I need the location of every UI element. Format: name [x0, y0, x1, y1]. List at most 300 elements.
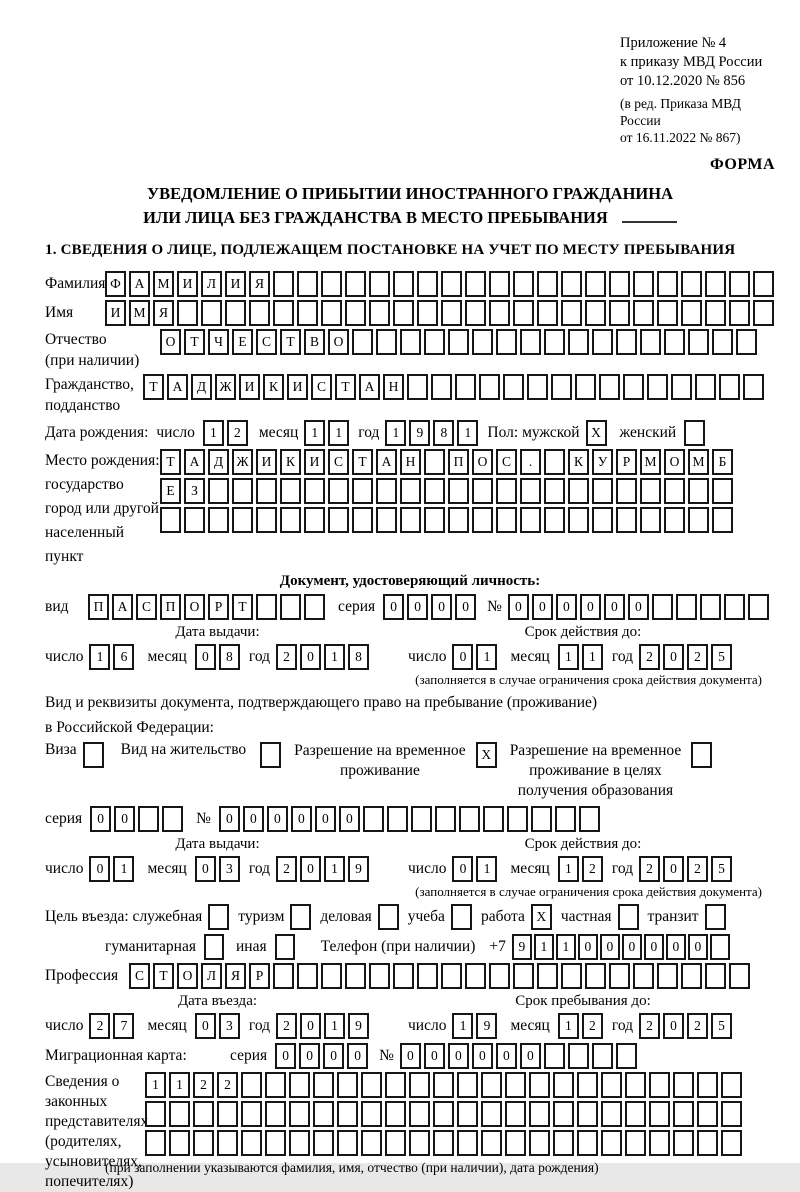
char-cell[interactable]: Т	[335, 374, 356, 400]
char-cell[interactable]: М	[640, 449, 661, 475]
char-cell[interactable]	[700, 594, 721, 620]
char-cell[interactable]: 2	[89, 1013, 110, 1039]
char-cell[interactable]: С	[328, 449, 349, 475]
char-cell[interactable]: 0	[275, 1043, 296, 1069]
profession-grid[interactable]	[129, 963, 753, 989]
char-cell[interactable]: А	[359, 374, 380, 400]
name-grid[interactable]	[105, 300, 777, 326]
char-cell[interactable]	[217, 1101, 238, 1127]
char-cell[interactable]	[688, 478, 709, 504]
char-cell[interactable]: 0	[452, 856, 473, 882]
visa-checkbox[interactable]	[83, 742, 107, 768]
char-cell[interactable]: 0	[472, 1043, 493, 1069]
char-cell[interactable]	[649, 1072, 670, 1098]
char-cell[interactable]	[457, 1130, 478, 1156]
char-cell[interactable]	[433, 1101, 454, 1127]
char-cell[interactable]	[441, 963, 462, 989]
char-cell[interactable]: 2	[227, 420, 248, 446]
char-cell[interactable]: С	[256, 329, 277, 355]
char-cell[interactable]	[417, 300, 438, 326]
char-cell[interactable]: 7	[113, 1013, 134, 1039]
char-cell[interactable]: 1	[452, 1013, 473, 1039]
char-cell[interactable]: К	[263, 374, 284, 400]
char-cell[interactable]	[265, 1101, 286, 1127]
char-cell[interactable]	[633, 271, 654, 297]
char-cell[interactable]: Ж	[215, 374, 236, 400]
char-cell[interactable]: З	[184, 478, 205, 504]
char-cell[interactable]	[83, 742, 104, 768]
purpose-work-checkbox[interactable]	[531, 904, 555, 930]
char-cell[interactable]	[544, 449, 565, 475]
char-cell[interactable]	[145, 1101, 166, 1127]
char-cell[interactable]	[647, 374, 668, 400]
char-cell[interactable]	[724, 594, 745, 620]
char-cell[interactable]	[537, 271, 558, 297]
char-cell[interactable]: 1	[328, 420, 349, 446]
char-cell[interactable]	[304, 507, 325, 533]
char-cell[interactable]: С	[136, 594, 157, 620]
char-cell[interactable]: 0	[383, 594, 404, 620]
char-cell[interactable]	[601, 1101, 622, 1127]
char-cell[interactable]	[496, 478, 517, 504]
char-cell[interactable]	[160, 507, 181, 533]
char-cell[interactable]	[729, 300, 750, 326]
char-cell[interactable]	[289, 1130, 310, 1156]
char-cell[interactable]	[531, 806, 552, 832]
char-cell[interactable]: X	[586, 420, 607, 446]
char-cell[interactable]	[169, 1101, 190, 1127]
char-cell[interactable]	[625, 1072, 646, 1098]
char-cell[interactable]: 3	[219, 856, 240, 882]
char-cell[interactable]: 1	[113, 856, 134, 882]
char-cell[interactable]: 5	[711, 1013, 732, 1039]
char-cell[interactable]: 1	[324, 644, 345, 670]
char-cell[interactable]	[676, 594, 697, 620]
char-cell[interactable]: 3	[219, 1013, 240, 1039]
res-issue-day-grid[interactable]	[89, 856, 137, 882]
char-cell[interactable]	[577, 1130, 598, 1156]
char-cell[interactable]	[273, 963, 294, 989]
char-cell[interactable]	[424, 449, 445, 475]
char-cell[interactable]: 0	[90, 806, 111, 832]
char-cell[interactable]	[256, 507, 277, 533]
doc-valid-month-grid[interactable]	[558, 644, 606, 670]
res-issue-month-grid[interactable]	[195, 856, 243, 882]
char-cell[interactable]: 0	[448, 1043, 469, 1069]
char-cell[interactable]	[601, 1072, 622, 1098]
char-cell[interactable]	[138, 806, 159, 832]
char-cell[interactable]	[664, 478, 685, 504]
char-cell[interactable]: 1	[324, 856, 345, 882]
char-cell[interactable]	[201, 300, 222, 326]
char-cell[interactable]	[513, 271, 534, 297]
char-cell[interactable]	[256, 594, 277, 620]
char-cell[interactable]: Т	[143, 374, 164, 400]
char-cell[interactable]	[513, 963, 534, 989]
char-cell[interactable]	[657, 271, 678, 297]
char-cell[interactable]	[640, 329, 661, 355]
char-cell[interactable]	[232, 478, 253, 504]
char-cell[interactable]	[575, 374, 596, 400]
char-cell[interactable]: О	[184, 594, 205, 620]
char-cell[interactable]	[352, 329, 373, 355]
char-cell[interactable]	[544, 478, 565, 504]
char-cell[interactable]	[616, 507, 637, 533]
char-cell[interactable]: Е	[232, 329, 253, 355]
char-cell[interactable]: 1	[582, 644, 603, 670]
char-cell[interactable]	[633, 963, 654, 989]
char-cell[interactable]	[208, 478, 229, 504]
char-cell[interactable]	[457, 1101, 478, 1127]
char-cell[interactable]	[280, 478, 301, 504]
sex-male-checkbox[interactable]	[586, 420, 610, 446]
char-cell[interactable]	[503, 374, 524, 400]
char-cell[interactable]	[568, 329, 589, 355]
char-cell[interactable]	[297, 300, 318, 326]
char-cell[interactable]: 0	[520, 1043, 541, 1069]
stay-year-grid[interactable]	[639, 1013, 735, 1039]
char-cell[interactable]	[712, 329, 733, 355]
char-cell[interactable]: А	[376, 449, 397, 475]
char-cell[interactable]	[465, 271, 486, 297]
char-cell[interactable]: А	[129, 271, 150, 297]
mc-number-grid[interactable]	[400, 1043, 640, 1069]
char-cell[interactable]: Т	[153, 963, 174, 989]
char-cell[interactable]: 0	[452, 644, 473, 670]
char-cell[interactable]	[275, 934, 295, 960]
phone-grid[interactable]	[512, 934, 732, 960]
char-cell[interactable]	[625, 1130, 646, 1156]
char-cell[interactable]	[592, 329, 613, 355]
char-cell[interactable]	[544, 1043, 565, 1069]
char-cell[interactable]	[592, 1043, 613, 1069]
char-cell[interactable]	[337, 1072, 358, 1098]
char-cell[interactable]	[489, 271, 510, 297]
char-cell[interactable]	[465, 963, 486, 989]
char-cell[interactable]	[705, 963, 726, 989]
char-cell[interactable]	[145, 1130, 166, 1156]
temp-permit-checkbox[interactable]	[476, 742, 500, 768]
char-cell[interactable]	[177, 300, 198, 326]
char-cell[interactable]: 6	[113, 644, 134, 670]
char-cell[interactable]: К	[568, 449, 589, 475]
char-cell[interactable]	[321, 271, 342, 297]
char-cell[interactable]: 0	[663, 1013, 684, 1039]
doc-kind-grid[interactable]	[88, 594, 328, 620]
char-cell[interactable]: 1	[457, 420, 478, 446]
char-cell[interactable]	[753, 300, 774, 326]
char-cell[interactable]	[551, 374, 572, 400]
char-cell[interactable]: 1	[556, 934, 576, 960]
char-cell[interactable]	[568, 507, 589, 533]
char-cell[interactable]	[204, 934, 224, 960]
char-cell[interactable]	[249, 300, 270, 326]
char-cell[interactable]	[385, 1101, 406, 1127]
char-cell[interactable]: 0	[291, 806, 312, 832]
char-cell[interactable]: 1	[324, 1013, 345, 1039]
char-cell[interactable]	[537, 300, 558, 326]
char-cell[interactable]	[265, 1130, 286, 1156]
char-cell[interactable]	[568, 1043, 589, 1069]
entry-day-grid[interactable]	[89, 1013, 137, 1039]
char-cell[interactable]: 0	[195, 1013, 216, 1039]
char-cell[interactable]	[424, 329, 445, 355]
char-cell[interactable]: Н	[383, 374, 404, 400]
char-cell[interactable]	[697, 1101, 718, 1127]
char-cell[interactable]	[553, 1130, 574, 1156]
char-cell[interactable]: 1	[558, 1013, 579, 1039]
char-cell[interactable]	[505, 1130, 526, 1156]
birth-place-grid-row3[interactable]	[160, 507, 736, 533]
char-cell[interactable]	[241, 1072, 262, 1098]
char-cell[interactable]	[260, 742, 281, 768]
char-cell[interactable]	[435, 806, 456, 832]
char-cell[interactable]: 0	[243, 806, 264, 832]
char-cell[interactable]	[688, 507, 709, 533]
char-cell[interactable]: О	[472, 449, 493, 475]
char-cell[interactable]	[409, 1072, 430, 1098]
char-cell[interactable]	[520, 478, 541, 504]
char-cell[interactable]: П	[88, 594, 109, 620]
char-cell[interactable]: Ч	[208, 329, 229, 355]
char-cell[interactable]	[673, 1101, 694, 1127]
birth-place-grid-row2[interactable]	[160, 478, 736, 504]
char-cell[interactable]: 0	[339, 806, 360, 832]
char-cell[interactable]	[721, 1101, 742, 1127]
char-cell[interactable]: О	[664, 449, 685, 475]
doc-issue-day-grid[interactable]	[89, 644, 137, 670]
char-cell[interactable]: 5	[711, 856, 732, 882]
char-cell[interactable]	[448, 478, 469, 504]
char-cell[interactable]	[585, 300, 606, 326]
char-cell[interactable]	[529, 1072, 550, 1098]
char-cell[interactable]: А	[112, 594, 133, 620]
char-cell[interactable]	[424, 478, 445, 504]
char-cell[interactable]: 0	[622, 934, 642, 960]
char-cell[interactable]	[352, 507, 373, 533]
char-cell[interactable]	[489, 963, 510, 989]
char-cell[interactable]	[448, 329, 469, 355]
char-cell[interactable]: Д	[191, 374, 212, 400]
char-cell[interactable]	[684, 420, 705, 446]
char-cell[interactable]	[618, 904, 639, 930]
char-cell[interactable]: 0	[323, 1043, 344, 1069]
char-cell[interactable]	[561, 300, 582, 326]
char-cell[interactable]	[710, 934, 730, 960]
char-cell[interactable]: Ж	[232, 449, 253, 475]
char-cell[interactable]	[304, 478, 325, 504]
char-cell[interactable]: 0	[600, 934, 620, 960]
char-cell[interactable]	[337, 1130, 358, 1156]
char-cell[interactable]	[553, 1072, 574, 1098]
char-cell[interactable]: 1	[89, 644, 110, 670]
char-cell[interactable]: 2	[582, 1013, 603, 1039]
char-cell[interactable]: Л	[201, 271, 222, 297]
char-cell[interactable]: 1	[169, 1072, 190, 1098]
char-cell[interactable]	[369, 271, 390, 297]
char-cell[interactable]: 2	[582, 856, 603, 882]
char-cell[interactable]	[313, 1130, 334, 1156]
char-cell[interactable]	[376, 478, 397, 504]
edu-permit-checkbox[interactable]	[691, 742, 715, 768]
char-cell[interactable]: 2	[639, 644, 660, 670]
char-cell[interactable]	[705, 300, 726, 326]
char-cell[interactable]	[256, 478, 277, 504]
char-cell[interactable]	[289, 1101, 310, 1127]
char-cell[interactable]	[328, 478, 349, 504]
char-cell[interactable]	[616, 478, 637, 504]
char-cell[interactable]: 8	[219, 644, 240, 670]
char-cell[interactable]	[184, 507, 205, 533]
char-cell[interactable]: М	[153, 271, 174, 297]
char-cell[interactable]	[697, 1072, 718, 1098]
legal-grid-row3[interactable]	[145, 1130, 745, 1156]
char-cell[interactable]: 5	[711, 644, 732, 670]
char-cell[interactable]	[609, 963, 630, 989]
char-cell[interactable]	[232, 507, 253, 533]
char-cell[interactable]	[417, 271, 438, 297]
char-cell[interactable]	[225, 300, 246, 326]
char-cell[interactable]: И	[105, 300, 126, 326]
char-cell[interactable]	[208, 507, 229, 533]
char-cell[interactable]: 2	[193, 1072, 214, 1098]
char-cell[interactable]	[273, 300, 294, 326]
doc-valid-day-grid[interactable]	[452, 644, 500, 670]
citizenship-grid[interactable]	[143, 374, 767, 400]
char-cell[interactable]: П	[160, 594, 181, 620]
char-cell[interactable]: 0	[400, 1043, 421, 1069]
doc-valid-year-grid[interactable]	[639, 644, 735, 670]
char-cell[interactable]	[496, 329, 517, 355]
char-cell[interactable]	[313, 1072, 334, 1098]
char-cell[interactable]: 2	[639, 1013, 660, 1039]
purpose-transit-checkbox[interactable]	[705, 904, 729, 930]
char-cell[interactable]	[681, 271, 702, 297]
char-cell[interactable]: 1	[476, 644, 497, 670]
char-cell[interactable]: 0	[424, 1043, 445, 1069]
char-cell[interactable]	[385, 1130, 406, 1156]
char-cell[interactable]	[304, 594, 325, 620]
char-cell[interactable]	[241, 1101, 262, 1127]
char-cell[interactable]	[592, 478, 613, 504]
char-cell[interactable]	[705, 271, 726, 297]
char-cell[interactable]: Я	[249, 271, 270, 297]
char-cell[interactable]	[465, 300, 486, 326]
char-cell[interactable]: Я	[225, 963, 246, 989]
char-cell[interactable]	[729, 271, 750, 297]
char-cell[interactable]	[472, 507, 493, 533]
char-cell[interactable]: 0	[496, 1043, 517, 1069]
char-cell[interactable]	[337, 1101, 358, 1127]
char-cell[interactable]: Б	[712, 449, 733, 475]
char-cell[interactable]	[520, 507, 541, 533]
char-cell[interactable]: 2	[217, 1072, 238, 1098]
char-cell[interactable]	[609, 271, 630, 297]
char-cell[interactable]	[489, 300, 510, 326]
char-cell[interactable]	[376, 507, 397, 533]
char-cell[interactable]: 2	[276, 1013, 297, 1039]
char-cell[interactable]	[345, 271, 366, 297]
char-cell[interactable]	[433, 1130, 454, 1156]
char-cell[interactable]	[363, 806, 384, 832]
char-cell[interactable]: 0	[195, 644, 216, 670]
char-cell[interactable]	[162, 806, 183, 832]
char-cell[interactable]	[328, 507, 349, 533]
char-cell[interactable]: 0	[688, 934, 708, 960]
purpose-humanitarian-checkbox[interactable]	[204, 934, 226, 960]
char-cell[interactable]	[451, 904, 472, 930]
char-cell[interactable]	[577, 1101, 598, 1127]
char-cell[interactable]: М	[129, 300, 150, 326]
res-valid-day-grid[interactable]	[452, 856, 500, 882]
legal-grid-row1[interactable]	[145, 1072, 745, 1098]
char-cell[interactable]: И	[239, 374, 260, 400]
char-cell[interactable]	[544, 329, 565, 355]
char-cell[interactable]	[393, 963, 414, 989]
res-series-grid[interactable]	[90, 806, 186, 832]
char-cell[interactable]: С	[311, 374, 332, 400]
char-cell[interactable]: 1	[203, 420, 224, 446]
legal-grid-row2[interactable]	[145, 1101, 745, 1127]
doc-issue-month-grid[interactable]	[195, 644, 243, 670]
char-cell[interactable]	[592, 507, 613, 533]
res-valid-month-grid[interactable]	[558, 856, 606, 882]
char-cell[interactable]	[673, 1130, 694, 1156]
char-cell[interactable]: 2	[687, 1013, 708, 1039]
char-cell[interactable]	[448, 507, 469, 533]
char-cell[interactable]	[431, 374, 452, 400]
char-cell[interactable]	[681, 300, 702, 326]
char-cell[interactable]: В	[304, 329, 325, 355]
char-cell[interactable]: У	[592, 449, 613, 475]
char-cell[interactable]: 0	[578, 934, 598, 960]
char-cell[interactable]	[400, 507, 421, 533]
char-cell[interactable]	[561, 963, 582, 989]
char-cell[interactable]: 0	[315, 806, 336, 832]
char-cell[interactable]: Т	[160, 449, 181, 475]
char-cell[interactable]	[208, 904, 229, 930]
char-cell[interactable]	[481, 1130, 502, 1156]
char-cell[interactable]: 0	[628, 594, 649, 620]
char-cell[interactable]	[640, 478, 661, 504]
char-cell[interactable]	[577, 1072, 598, 1098]
char-cell[interactable]	[352, 478, 373, 504]
char-cell[interactable]	[417, 963, 438, 989]
char-cell[interactable]: Т	[184, 329, 205, 355]
char-cell[interactable]: 0	[300, 644, 321, 670]
char-cell[interactable]: Ф	[105, 271, 126, 297]
char-cell[interactable]	[664, 507, 685, 533]
char-cell[interactable]: О	[328, 329, 349, 355]
char-cell[interactable]	[736, 329, 757, 355]
char-cell[interactable]: О	[177, 963, 198, 989]
char-cell[interactable]	[688, 329, 709, 355]
char-cell[interactable]	[649, 1101, 670, 1127]
doc-series-grid[interactable]	[383, 594, 479, 620]
char-cell[interactable]	[505, 1072, 526, 1098]
residence-permit-checkbox[interactable]	[260, 742, 284, 768]
char-cell[interactable]	[459, 806, 480, 832]
char-cell[interactable]: 1	[558, 856, 579, 882]
char-cell[interactable]	[455, 374, 476, 400]
char-cell[interactable]	[496, 507, 517, 533]
mc-series-grid[interactable]	[275, 1043, 371, 1069]
birth-month-grid[interactable]	[304, 420, 352, 446]
char-cell[interactable]	[411, 806, 432, 832]
char-cell[interactable]: 0	[267, 806, 288, 832]
char-cell[interactable]	[193, 1130, 214, 1156]
char-cell[interactable]: Т	[280, 329, 301, 355]
